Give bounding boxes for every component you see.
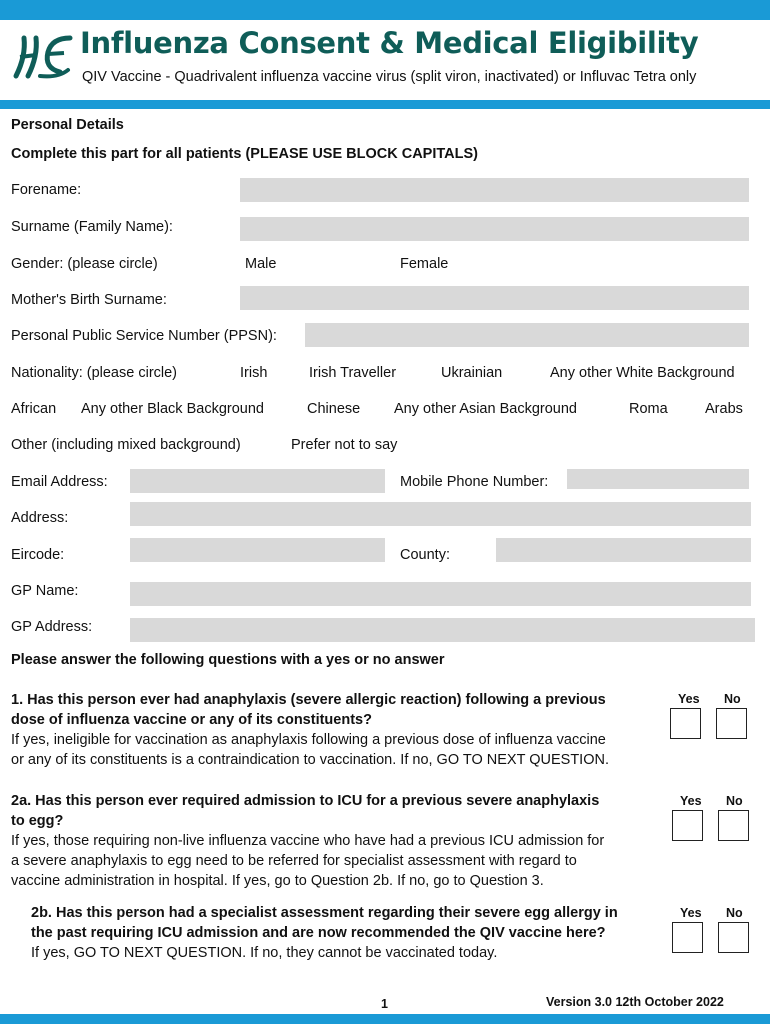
question-2a-title-line: to egg? [11, 813, 64, 829]
q2a-no-label: No [726, 794, 743, 808]
questions-intro: Please answer the following questions with a yes or no answer [11, 652, 445, 668]
q2a-no-checkbox[interactable] [718, 810, 749, 841]
gender-option-female[interactable]: Female [400, 256, 449, 272]
email-label: Email Address: [11, 474, 108, 490]
form-title: Influenza Consent & Medical Eligibility [80, 26, 699, 60]
question-1-body-line: or any of its constituents is a contraindication to vaccination. If no, GO TO NEXT QUESTION. [11, 752, 609, 768]
mother-surname-label: Mother's Birth Surname: [11, 292, 167, 308]
section-title: Personal Details [11, 117, 124, 133]
header-divider [0, 100, 770, 109]
forename-label: Forename: [11, 182, 82, 198]
nationality-option[interactable]: Roma [629, 401, 668, 417]
q1-yes-checkbox[interactable] [670, 708, 701, 739]
gender-label: Gender: (please circle) [11, 256, 158, 272]
question-1-title-line: dose of influenza vaccine or any of its constituents? [11, 712, 372, 728]
question-2b-body-line: If yes, GO TO NEXT QUESTION. If no, they cannot be vaccinated today. [31, 945, 498, 961]
q1-no-checkbox[interactable] [716, 708, 747, 739]
question-1-title-line: 1. Has this person ever had anaphylaxis (severe allergic reaction) following a previous [11, 692, 606, 708]
mobile-label: Mobile Phone Number: [400, 474, 549, 490]
nationality-option[interactable]: Irish [240, 365, 268, 381]
q2b-yes-checkbox[interactable] [672, 922, 703, 953]
mother-surname-field[interactable] [240, 286, 749, 310]
top-accent-bar [0, 0, 770, 20]
nationality-option[interactable]: Prefer not to say [291, 437, 398, 453]
page-number: 1 [381, 997, 388, 1011]
mobile-field[interactable] [567, 469, 749, 489]
surname-field[interactable] [240, 217, 749, 241]
county-label: County: [400, 547, 450, 563]
nationality-option[interactable]: Any other Black Background [81, 401, 264, 417]
question-2a-title-line: 2a. Has this person ever required admission to ICU for a previous severe anaphylaxis [11, 793, 600, 809]
q2b-no-checkbox[interactable] [718, 922, 749, 953]
gender-option-male[interactable]: Male [245, 256, 277, 272]
question-2a-body-line: If yes, those requiring non-live influenza vaccine who have had a previous ICU admission for [11, 833, 605, 849]
nationality-option[interactable]: Irish Traveller [309, 365, 397, 381]
question-2a [11, 791, 666, 891]
form-subtitle: QIV Vaccine - Quadrivalent influenza vaccine virus (split viron, inactivated) or Influvac Tetra only [82, 69, 697, 85]
forename-field[interactable] [240, 178, 749, 202]
eircode-field[interactable] [130, 538, 385, 562]
question-2b [31, 903, 671, 963]
q2b-no-label: No [726, 906, 743, 920]
county-field[interactable] [496, 538, 751, 562]
gp-address-field[interactable] [130, 618, 755, 642]
q2a-yes-checkbox[interactable] [672, 810, 703, 841]
nationality-option[interactable]: Ukrainian [441, 365, 503, 381]
nationality-label: Nationality: (please circle) [11, 365, 178, 381]
eircode-label: Eircode: [11, 547, 65, 563]
ppsn-label: Personal Public Service Number (PPSN): [11, 328, 277, 344]
question-2b-title-line: 2b. Has this person had a specialist assessment regarding their severe egg allergy in [31, 905, 618, 921]
gp-name-field[interactable] [130, 582, 751, 606]
gp-address-label: GP Address: [11, 619, 93, 635]
q2a-yes-label: Yes [680, 794, 702, 808]
question-2a-body-line: a severe anaphylaxis to egg need to be referred for specialist assessment with regard to [11, 853, 577, 869]
ppsn-field[interactable] [305, 323, 749, 347]
version-text: Version 3.0 12th October 2022 [546, 995, 724, 1009]
q1-yes-label: Yes [678, 692, 700, 706]
bottom-accent-bar [0, 1014, 770, 1024]
nationality-option[interactable]: Other (including mixed background) [11, 437, 241, 453]
question-2a-body-line: vaccine administration in hospital. If yes, go to Question 2b. If no, go to Question 3. [11, 873, 544, 889]
question-2b-title-line: the past requiring ICU admission and are now recommended the QIV vaccine here? [31, 925, 606, 941]
nationality-option[interactable]: Any other Asian Background [394, 401, 577, 417]
nationality-option[interactable]: African [11, 401, 57, 417]
question-1 [11, 690, 666, 770]
surname-label: Surname (Family Name): [11, 219, 173, 235]
address-field[interactable] [130, 502, 751, 526]
question-1-body-line: If yes, ineligible for vaccination as anaphylaxis following a previous dose of influenza vaccine [11, 732, 606, 748]
email-field[interactable] [130, 469, 385, 493]
nationality-option[interactable]: Arabs [705, 401, 743, 417]
q2b-yes-label: Yes [680, 906, 702, 920]
q1-no-label: No [724, 692, 741, 706]
gp-name-label: GP Name: [11, 583, 79, 599]
nationality-option[interactable]: Any other White Background [550, 365, 735, 381]
hse-logo [12, 30, 74, 80]
nationality-option[interactable]: Chinese [307, 401, 361, 417]
address-label: Address: [11, 510, 69, 526]
instruction-text: Complete this part for all patients (PLEASE USE BLOCK CAPITALS) [11, 146, 478, 162]
